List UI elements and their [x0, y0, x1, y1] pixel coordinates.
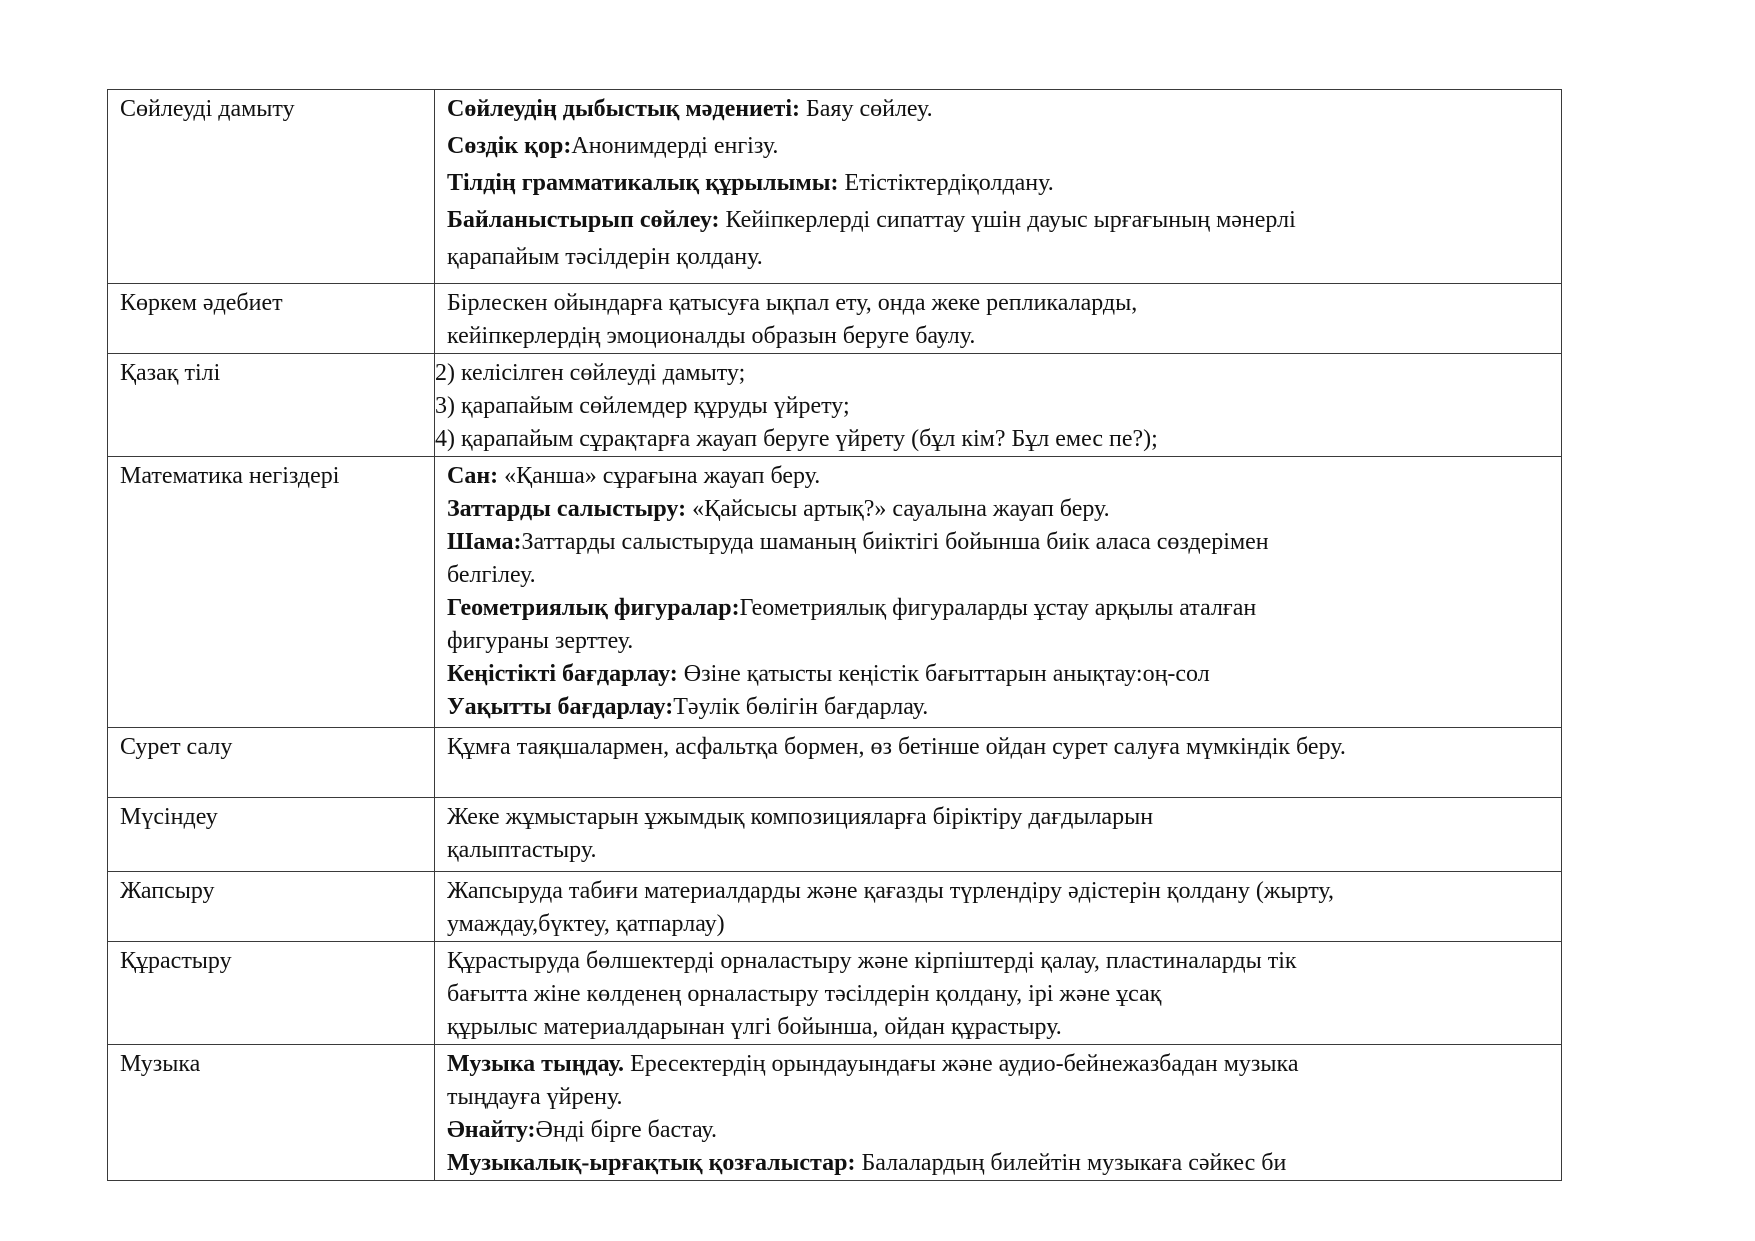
content-line: тыңдауға үйрену.	[447, 1084, 623, 1110]
content-cell	[435, 728, 1562, 798]
bold-term: Сөздік қор:	[447, 133, 572, 159]
table-row	[108, 942, 1562, 1045]
bold-term: Геометриялық фигуралар:	[447, 595, 740, 621]
content-cell	[435, 354, 1562, 457]
bold-term: Кеңістікті бағдарлау:	[447, 661, 678, 687]
content-line: Бірлескен ойындарға қатысуға ықпал ету, онда жеке репликаларды,	[447, 290, 1138, 316]
content-line	[447, 691, 1561, 724]
content-line: 2) келісілген сөйлеуді дамыту;	[435, 360, 746, 386]
content-line	[447, 592, 1561, 625]
content-line: кейіпкерлердің эмоционалды образын беруге баулу.	[447, 323, 976, 349]
content-line: бағытта жіне көлденең орналастыру тәсілдерін қолдану, ірі және ұсақ	[447, 981, 1162, 1007]
content-line: Жеке жұмыстарын ұжымдық композицияларға біріктіру дағдыларын	[447, 804, 1154, 830]
content-cell	[435, 798, 1562, 872]
table-row	[108, 1045, 1562, 1181]
bold-term: Әнайту:	[447, 1117, 536, 1143]
subject-cell: Сөйлеуді дамыту	[108, 90, 435, 284]
subject-cell: Құрастыру	[108, 942, 435, 1045]
content-line	[447, 1114, 1561, 1147]
bold-term: Уақытты бағдарлау:	[447, 694, 674, 720]
content-cell	[435, 872, 1562, 942]
content-cell	[435, 90, 1562, 284]
bold-term: Тілдің грамматикалық құрылымы:	[447, 170, 839, 196]
content-line	[447, 130, 1561, 163]
bold-term: Музыка тыңдау.	[447, 1051, 625, 1077]
subject-cell: Мүсіндеу	[108, 798, 435, 872]
table-row	[108, 457, 1562, 728]
content-line	[447, 658, 1561, 691]
content-line: умаждау,бүктеу, қатпарлау)	[447, 911, 725, 937]
content-line	[447, 167, 1561, 200]
content-line	[447, 1147, 1561, 1180]
term-text: Өзіне қатысты кеңістік бағыттарын анықтау:оң-сол	[677, 661, 1210, 687]
content-cell	[435, 284, 1562, 354]
content-line: 4) қарапайым сұрақтарға жауап беруге үйрету (бұл кім? Бұл емес пе?);	[435, 426, 1158, 452]
subject-cell: Музыка	[108, 1045, 435, 1181]
term-text: «Қайсысы артық?» сауалына жауап беру.	[686, 496, 1110, 522]
term-text: Етістіктердіқолдану.	[838, 170, 1054, 196]
curriculum-table	[107, 89, 1562, 1181]
subject-cell: Көркем әдебиет	[108, 284, 435, 354]
term-text: Кейіпкерлерді сипаттау үшін дауыс ырғағының мәнерлі	[719, 207, 1296, 233]
content-line	[447, 204, 1561, 237]
table-row	[108, 728, 1562, 798]
content-line	[447, 93, 1561, 126]
subject-cell: Математика негіздері	[108, 457, 435, 728]
bold-term: Сөйлеудің дыбыстық мәдениеті:	[447, 96, 800, 122]
content-line: Құрастыруда бөлшектерді орналастыру және кірпіштерді қалау, пластиналарды тік	[447, 948, 1297, 974]
content-cell	[435, 942, 1562, 1045]
table-row	[108, 90, 1562, 284]
content-line: 3) қарапайым сөйлемдер құруды үйрету;	[435, 393, 850, 419]
subject-cell: Сурет салу	[108, 728, 435, 798]
content-cell	[435, 457, 1562, 728]
content-line: Жапсыруда табиғи материалдарды және қағазды түрлендіру әдістерін қолдану (жырту,	[447, 878, 1334, 904]
table-row	[108, 354, 1562, 457]
table-row	[108, 798, 1562, 872]
content-line: Құмға таяқшалармен, асфальтқа бормен, өз бетінше ойдан сурет салуға мүмкіндік беру.	[447, 734, 1346, 760]
term-text: Геометриялық фигураларды ұстау арқылы аталған	[739, 595, 1257, 621]
term-text: Баяу сөйлеу.	[799, 96, 933, 122]
term-text: Тәулік бөлігін бағдарлау.	[673, 694, 929, 720]
bold-term: Сан:	[447, 463, 505, 489]
content-line	[447, 460, 1561, 493]
term-text: Заттарды салыстыруда шаманың биіктігі бойынша биік аласа сөздерімен	[521, 529, 1269, 555]
content-line: белгілеу.	[447, 562, 536, 588]
bold-term: Байланыстырып сөйлеу:	[447, 207, 720, 233]
content-line: қарапайым тәсілдерін қолдану.	[447, 244, 763, 270]
content-line	[447, 1048, 1561, 1081]
table-row	[108, 872, 1562, 942]
bold-term: Заттарды салыстыру:	[447, 496, 687, 522]
bold-term: Шама:	[447, 529, 522, 555]
term-text: Әнді бірге бастау.	[535, 1117, 717, 1143]
content-line	[447, 526, 1561, 559]
term-text: Ересектердің орындауындағы және аудио-бейнежазбадан музыка	[624, 1051, 1299, 1077]
content-cell	[435, 1045, 1562, 1181]
subject-cell: Қазақ тілі	[108, 354, 435, 457]
subject-cell: Жапсыру	[108, 872, 435, 942]
content-line	[447, 493, 1561, 526]
term-text: Анонимдерді енгізу.	[571, 133, 779, 159]
bold-term: Музыкалық-ырғақтық қозғалыстар:	[447, 1150, 856, 1176]
content-line: құрылыс материалдарынан үлгі бойынша, ойдан құрастыру.	[447, 1014, 1062, 1040]
table-row	[108, 284, 1562, 354]
term-text: Балалардың билейтін музыкаға сәйкес би	[855, 1150, 1287, 1176]
content-line: фигураны зерттеу.	[447, 628, 634, 654]
term-text: «Қанша» сұрағына жауап беру.	[504, 463, 821, 489]
content-line: қалыптастыру.	[447, 837, 597, 863]
